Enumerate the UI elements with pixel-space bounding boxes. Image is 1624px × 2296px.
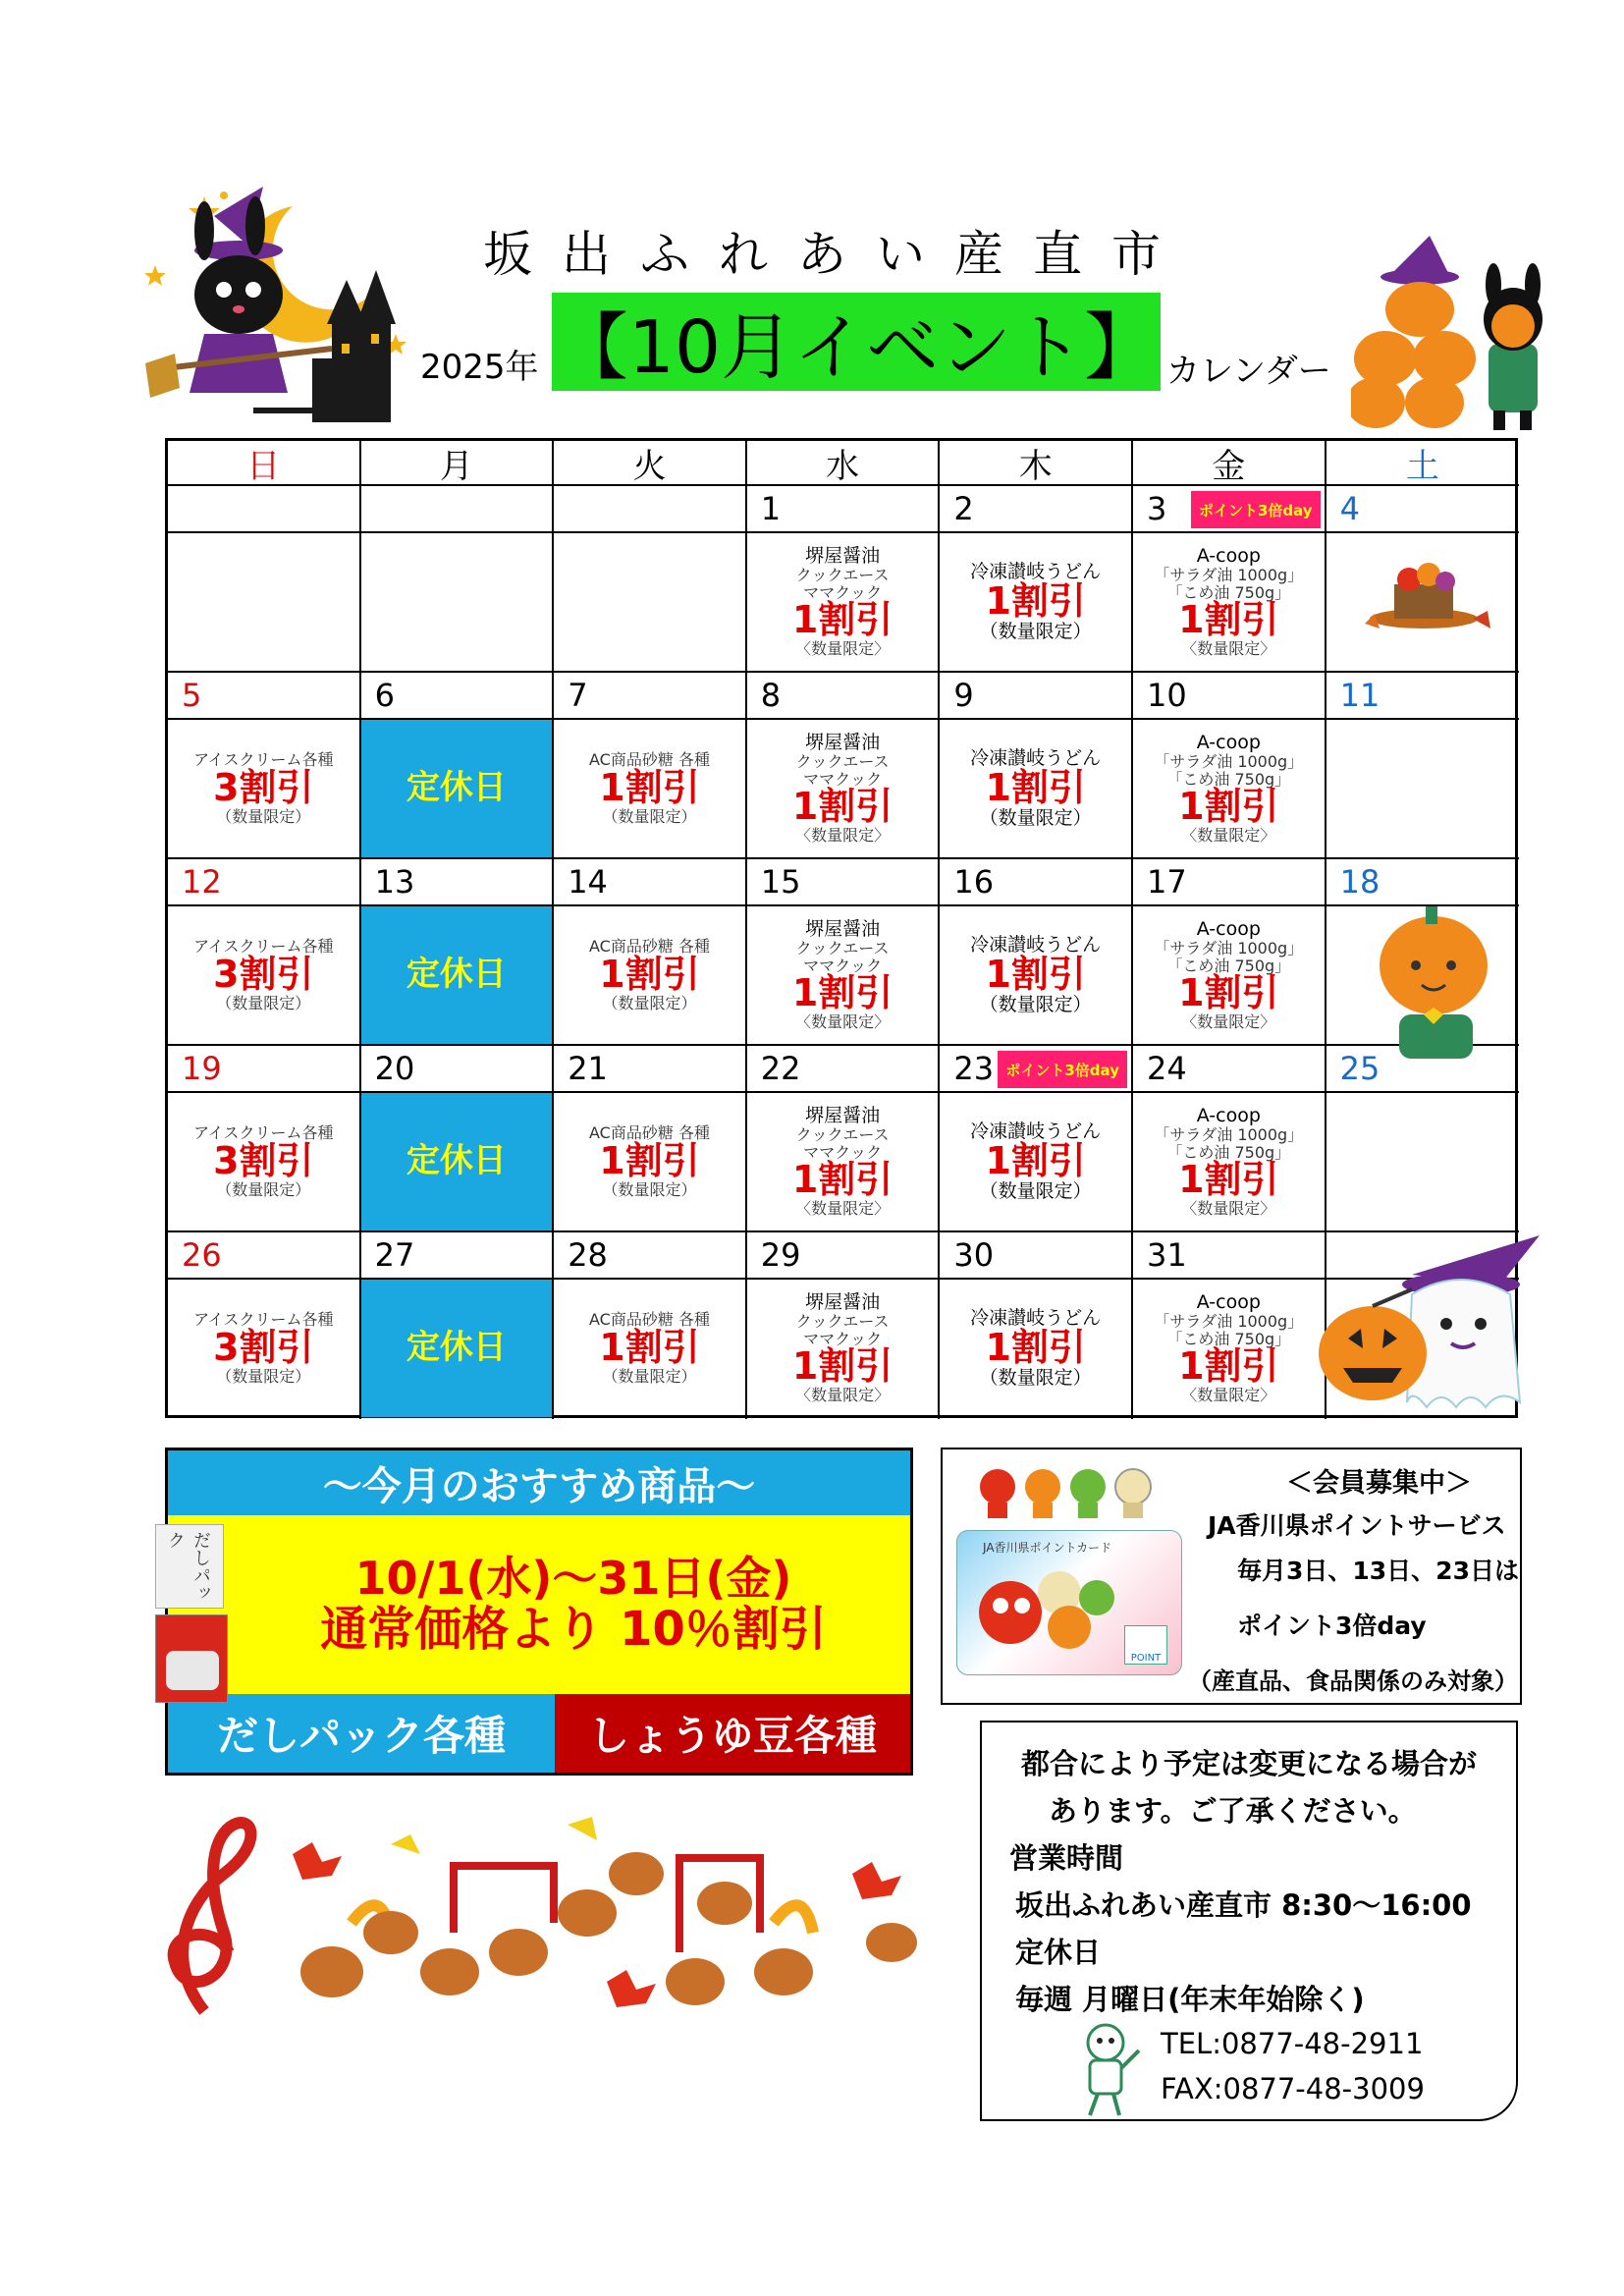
day-number: 20 bbox=[361, 1046, 553, 1093]
event-discount: 1割引 bbox=[791, 785, 893, 829]
closed-label: 定休日 bbox=[406, 1328, 507, 1368]
pumpkin-kid-illustration bbox=[1365, 902, 1512, 1068]
closed-label: 定休日 bbox=[406, 768, 507, 808]
day-event bbox=[1133, 1280, 1325, 1417]
recommend-item-shoyumame: しょうゆ豆各種 bbox=[555, 1694, 910, 1773]
day-number bbox=[168, 486, 359, 533]
event-product: 堺屋醤油 bbox=[805, 732, 881, 754]
event-discount: 1割引 bbox=[599, 1139, 700, 1183]
event-discount: 1割引 bbox=[1178, 1344, 1279, 1389]
day-cell-tue bbox=[554, 486, 747, 673]
recommend-offer-panel bbox=[168, 1515, 910, 1694]
event-title-text: 【10月イベント】 bbox=[555, 305, 1158, 390]
point-card-label: JA香川県ポイントカード bbox=[983, 1541, 1112, 1555]
event-discount: 1割引 bbox=[985, 579, 1086, 624]
member-title: ＜会員募集中＞ bbox=[1286, 1468, 1472, 1499]
event-product-sub: クックエース bbox=[795, 566, 890, 585]
event-product: アイスクリーム各種 bbox=[193, 1310, 334, 1330]
day-number bbox=[554, 486, 745, 533]
event-discount: 3割引 bbox=[213, 766, 314, 810]
event-product-sub: ママクック bbox=[803, 582, 883, 602]
event-product: 堺屋醤油 bbox=[805, 1105, 881, 1127]
event-discount: 1割引 bbox=[599, 1326, 700, 1370]
event-discount: 1割引 bbox=[985, 1326, 1086, 1370]
day-number: 29 bbox=[747, 1232, 939, 1280]
day-cell-fri bbox=[1133, 673, 1326, 859]
event-product-sub: 「サラダ油 1000g」 bbox=[1154, 752, 1304, 772]
recommend-item-dashi: だしパック各種 bbox=[168, 1694, 555, 1773]
weekday-mon: 月 bbox=[361, 441, 555, 486]
day-event bbox=[747, 1280, 939, 1417]
event-limit: 〈数量限定〉 bbox=[795, 826, 891, 846]
event-discount: 1割引 bbox=[791, 1158, 893, 1202]
fax-number: FAX:0877-48-3009 bbox=[1161, 2072, 1425, 2105]
day-event bbox=[168, 906, 359, 1044]
closed-label: 定休日 bbox=[406, 1141, 507, 1181]
weekday-fri: 金 bbox=[1133, 441, 1326, 486]
day-cell-thu bbox=[940, 859, 1133, 1046]
day-event bbox=[747, 1093, 939, 1230]
event-discount: 1割引 bbox=[599, 953, 700, 997]
notice-line-1: 都合により予定は変更になる場合が bbox=[1021, 1747, 1478, 1780]
day-number: 19 bbox=[168, 1046, 359, 1093]
closed-label: 定休日 bbox=[1015, 1936, 1102, 1969]
day-event bbox=[747, 906, 939, 1044]
event-limit: （数量限定） bbox=[602, 1179, 697, 1199]
event-discount: 3割引 bbox=[213, 1139, 314, 1183]
day-cell-sun bbox=[168, 673, 361, 859]
day-cell-wed bbox=[747, 486, 941, 673]
ja-mascots-illustration bbox=[976, 1457, 1172, 1522]
day-event bbox=[168, 720, 359, 857]
weekday-thu: 木 bbox=[940, 441, 1133, 486]
day-cell-sun bbox=[168, 486, 361, 673]
day-number: 22 bbox=[747, 1046, 939, 1093]
day-event bbox=[747, 720, 939, 857]
event-product-sub: クックエース bbox=[795, 752, 890, 772]
event-product-sub: ママクック bbox=[803, 1142, 883, 1162]
event-limit: 〈数量限定〉 bbox=[795, 1012, 891, 1032]
day-number: 26 bbox=[168, 1232, 359, 1280]
event-discount: 1割引 bbox=[1178, 1158, 1279, 1202]
day-cell-mon bbox=[361, 1232, 555, 1419]
store-name: 坂出ふれあい産直市 bbox=[483, 226, 1190, 283]
day-cell-fri bbox=[1133, 1046, 1326, 1232]
day-number: 27 bbox=[361, 1232, 553, 1280]
event-limit: （数量限定） bbox=[216, 1179, 311, 1199]
day-event bbox=[747, 533, 939, 671]
event-product-sub: 「サラダ油 1000g」 bbox=[1154, 1125, 1304, 1145]
shoyumame-package-image bbox=[155, 1614, 228, 1703]
day-cell-tue bbox=[554, 859, 747, 1046]
event-product-sub: 「こめ油 750g」 bbox=[1166, 769, 1291, 789]
event-product-sub: 「サラダ油 1000g」 bbox=[1154, 566, 1304, 585]
day-cell-wed bbox=[747, 1046, 941, 1232]
member-triple: ポイント3倍day bbox=[1237, 1612, 1427, 1640]
day-number: 6 bbox=[361, 673, 553, 720]
day-event bbox=[168, 1093, 359, 1230]
calendar-week bbox=[168, 486, 1515, 673]
event-product: アイスクリーム各種 bbox=[193, 1123, 334, 1143]
event-product-sub: クックエース bbox=[795, 1125, 890, 1145]
event-product: A-coop bbox=[1196, 732, 1261, 754]
day-number: 15 bbox=[747, 859, 939, 906]
day-event bbox=[1326, 1093, 1520, 1230]
event-discount: 1割引 bbox=[791, 971, 893, 1015]
event-product-sub: クックエース bbox=[795, 939, 890, 958]
day-event bbox=[940, 533, 1131, 671]
member-recruit-box bbox=[941, 1448, 1522, 1705]
event-product: AC商品砂糖 各種 bbox=[589, 937, 710, 957]
event-limit: （数量限定） bbox=[979, 1179, 1092, 1202]
pumpkins-illustration bbox=[1351, 236, 1557, 432]
point-card-logo: POINT bbox=[1124, 1625, 1167, 1665]
closed-day-cell bbox=[361, 906, 553, 1044]
event-product: 冷凍讃岐うどん bbox=[970, 1121, 1102, 1143]
closed-day-cell bbox=[361, 1280, 553, 1417]
autumn-music-illustration bbox=[145, 1815, 941, 2031]
day-number: 18 bbox=[1326, 859, 1520, 906]
day-cell-mon bbox=[361, 673, 555, 859]
day-cell-thu bbox=[940, 1046, 1133, 1232]
day-event bbox=[1133, 720, 1325, 857]
business-hours: 坂出ふれあい産直市 8:30～16:00 bbox=[1015, 1888, 1472, 1922]
event-product-sub: 「サラダ油 1000g」 bbox=[1154, 1312, 1304, 1332]
point-triple-badge: ポイント3倍day bbox=[998, 1051, 1127, 1088]
day-event bbox=[940, 720, 1131, 857]
event-product: A-coop bbox=[1196, 918, 1261, 941]
card-mascots-icon bbox=[971, 1558, 1118, 1657]
weekday-wed: 水 bbox=[747, 441, 941, 486]
day-number: 10 bbox=[1133, 673, 1325, 720]
day-number: 23 bbox=[940, 1046, 1131, 1093]
event-product-sub: クックエース bbox=[795, 1312, 890, 1332]
dashi-package-label: だしパック bbox=[165, 1531, 211, 1602]
point-triple-badge: ポイント3倍day bbox=[1191, 491, 1321, 528]
event-limit: （数量限定） bbox=[979, 993, 1092, 1015]
event-limit: （数量限定） bbox=[216, 993, 311, 1012]
event-discount: 1割引 bbox=[791, 1344, 893, 1389]
day-cell-sun bbox=[168, 1232, 361, 1419]
day-number: 31 bbox=[1133, 1232, 1325, 1280]
day-number: 4 bbox=[1326, 486, 1520, 533]
day-cell-sun bbox=[168, 859, 361, 1046]
day-number: 14 bbox=[554, 859, 745, 906]
day-event bbox=[168, 1280, 359, 1417]
event-product: AC商品砂糖 各種 bbox=[589, 750, 710, 770]
event-limit: （数量限定） bbox=[979, 1366, 1092, 1389]
recommend-period: 10/1(水)～31日(金) bbox=[354, 1552, 792, 1606]
day-event bbox=[168, 533, 359, 671]
event-limit: （数量限定） bbox=[602, 1366, 697, 1386]
closed-day-cell bbox=[361, 1093, 553, 1230]
event-product-sub: ママクック bbox=[803, 956, 883, 975]
event-product-sub: 「こめ油 750g」 bbox=[1166, 1142, 1291, 1162]
event-discount: 1割引 bbox=[1178, 598, 1279, 642]
day-number: 2 bbox=[940, 486, 1131, 533]
event-limit: 〈数量限定〉 bbox=[795, 1199, 891, 1219]
event-discount: 1割引 bbox=[985, 1139, 1086, 1183]
calendar-label: カレンダー bbox=[1166, 352, 1331, 391]
event-product: 堺屋醤油 bbox=[805, 545, 881, 568]
event-product-sub: 「こめ油 750g」 bbox=[1166, 1329, 1291, 1348]
day-cell-thu bbox=[940, 486, 1133, 673]
day-cell-wed bbox=[747, 673, 941, 859]
event-limit: 〈数量限定〉 bbox=[1181, 1199, 1276, 1219]
day-cell-thu bbox=[940, 673, 1133, 859]
day-event bbox=[554, 720, 745, 857]
day-number: 9 bbox=[940, 673, 1131, 720]
event-limit: （数量限定） bbox=[216, 806, 311, 826]
event-limit: 〈数量限定〉 bbox=[1181, 826, 1276, 846]
event-discount: 1割引 bbox=[599, 766, 700, 810]
calendar-week bbox=[168, 673, 1515, 859]
event-product: A-coop bbox=[1196, 1291, 1261, 1314]
recommend-offer: 通常価格より 10％割引 bbox=[320, 1601, 827, 1657]
day-cell-tue bbox=[554, 1232, 747, 1419]
day-number bbox=[361, 486, 553, 533]
day-number: 11 bbox=[1326, 673, 1520, 720]
event-product: アイスクリーム各種 bbox=[193, 750, 334, 770]
event-limit: 〈数量限定〉 bbox=[795, 639, 891, 659]
recommend-title: ～今月のおすすめ商品～ bbox=[168, 1450, 910, 1515]
day-number: 12 bbox=[168, 859, 359, 906]
day-cell-sat bbox=[1326, 1046, 1520, 1232]
closed-day: 毎週 月曜日(年末年始除く) bbox=[1015, 1983, 1365, 2016]
witch-rabbit-illustration bbox=[145, 187, 430, 432]
day-cell-mon bbox=[361, 1046, 555, 1232]
autumn-basket-illustration bbox=[1355, 550, 1502, 638]
closed-label: 定休日 bbox=[406, 955, 507, 995]
day-cell-fri bbox=[1133, 486, 1326, 673]
day-cell-fri bbox=[1133, 1232, 1326, 1419]
event-limit: （数量限定） bbox=[602, 993, 697, 1012]
event-discount: 3割引 bbox=[213, 953, 314, 997]
event-limit: （数量限定） bbox=[979, 806, 1092, 829]
store-info-box bbox=[980, 1721, 1518, 2121]
day-event bbox=[1133, 906, 1325, 1044]
day-event bbox=[940, 1093, 1131, 1230]
event-product-sub: ママクック bbox=[803, 1329, 883, 1348]
event-product-sub: 「サラダ油 1000g」 bbox=[1154, 939, 1304, 958]
day-number: 1 bbox=[747, 486, 939, 533]
member-note: （産直品、食品関係のみ対象） bbox=[1188, 1667, 1518, 1695]
event-product: AC商品砂糖 各種 bbox=[589, 1310, 710, 1330]
event-product: 冷凍讃岐うどん bbox=[970, 747, 1102, 770]
event-product: AC商品砂糖 各種 bbox=[589, 1123, 710, 1143]
day-number: 28 bbox=[554, 1232, 745, 1280]
event-discount: 1割引 bbox=[1178, 785, 1279, 829]
point-card-image bbox=[956, 1530, 1182, 1675]
day-number: 30 bbox=[940, 1232, 1131, 1280]
event-product: 堺屋醤油 bbox=[805, 1291, 881, 1314]
day-number: 7 bbox=[554, 673, 745, 720]
day-cell-thu bbox=[940, 1232, 1133, 1419]
day-cell-tue bbox=[554, 673, 747, 859]
day-number: 3 bbox=[1133, 486, 1325, 533]
event-product: A-coop bbox=[1196, 545, 1261, 568]
bean-window bbox=[166, 1651, 219, 1690]
event-product-sub: ママクック bbox=[803, 769, 883, 789]
event-product: 堺屋醤油 bbox=[805, 918, 881, 941]
day-event bbox=[1133, 533, 1325, 671]
event-limit: （数量限定） bbox=[602, 806, 697, 826]
day-number: 5 bbox=[168, 673, 359, 720]
day-event bbox=[1133, 1093, 1325, 1230]
event-product: アイスクリーム各種 bbox=[193, 937, 334, 957]
day-event bbox=[554, 533, 745, 671]
day-number: 24 bbox=[1133, 1046, 1325, 1093]
event-limit: 〈数量限定〉 bbox=[1181, 1386, 1276, 1405]
day-event bbox=[554, 1280, 745, 1417]
day-event bbox=[361, 533, 553, 671]
event-limit: 〈数量限定〉 bbox=[1181, 1012, 1276, 1032]
event-limit: （数量限定） bbox=[216, 1366, 311, 1386]
notice-line-2: あります。ご了承ください。 bbox=[1049, 1794, 1417, 1828]
day-event bbox=[554, 1093, 745, 1230]
event-product-sub: 「こめ油 750g」 bbox=[1166, 956, 1291, 975]
closed-day-cell bbox=[361, 720, 553, 857]
day-number: 16 bbox=[940, 859, 1131, 906]
member-service: JA香川県ポイントサービス bbox=[1208, 1511, 1506, 1540]
event-product: 冷凍讃岐うどん bbox=[970, 934, 1102, 957]
day-cell-tue bbox=[554, 1046, 747, 1232]
event-limit: 〈数量限定〉 bbox=[795, 1386, 891, 1405]
event-product: 冷凍讃岐うどん bbox=[970, 561, 1102, 583]
tel-number: TEL:0877-48-2911 bbox=[1161, 2027, 1424, 2060]
day-number: 21 bbox=[554, 1046, 745, 1093]
event-discount: 1割引 bbox=[985, 953, 1086, 997]
event-discount: 1割引 bbox=[791, 598, 893, 642]
ghost-pumpkin-illustration bbox=[1314, 1226, 1559, 1422]
day-number: 25 bbox=[1326, 1046, 1520, 1093]
day-number: 13 bbox=[361, 859, 553, 906]
event-product-sub: 「こめ油 750g」 bbox=[1166, 582, 1291, 602]
day-number: 17 bbox=[1133, 859, 1325, 906]
day-event bbox=[940, 1280, 1131, 1417]
day-event bbox=[940, 906, 1131, 1044]
day-cell-wed bbox=[747, 1232, 941, 1419]
calendar-week bbox=[168, 859, 1515, 1046]
member-days: 毎月3日、13日、23日は bbox=[1237, 1557, 1519, 1585]
mascot-illustration bbox=[1068, 2019, 1147, 2117]
day-event bbox=[554, 906, 745, 1044]
day-number: 8 bbox=[747, 673, 939, 720]
day-cell-fri bbox=[1133, 859, 1326, 1046]
event-product: 冷凍讃岐うどん bbox=[970, 1307, 1102, 1330]
day-cell-sat bbox=[1326, 673, 1520, 859]
recommend-box bbox=[165, 1448, 913, 1776]
day-event bbox=[1326, 720, 1520, 857]
event-limit: 〈数量限定〉 bbox=[1181, 639, 1276, 659]
event-discount: 1割引 bbox=[985, 766, 1086, 810]
event-title bbox=[552, 293, 1161, 391]
dashi-package-image bbox=[155, 1524, 224, 1609]
day-cell-sun bbox=[168, 1046, 361, 1232]
day-cell-mon bbox=[361, 859, 555, 1046]
day-cell-wed bbox=[747, 859, 941, 1046]
weekday-sat: 土 bbox=[1326, 441, 1520, 486]
event-product: A-coop bbox=[1196, 1105, 1261, 1127]
calendar-week bbox=[168, 1046, 1515, 1232]
event-discount: 1割引 bbox=[1178, 971, 1279, 1015]
weekday-header bbox=[168, 441, 1515, 486]
event-limit: （数量限定） bbox=[979, 620, 1092, 642]
year-label: 2025年 bbox=[420, 348, 539, 387]
weekday-tue: 火 bbox=[554, 441, 747, 486]
weekday-sun: 日 bbox=[168, 441, 361, 486]
hours-label: 営業時間 bbox=[1009, 1841, 1124, 1875]
event-discount: 3割引 bbox=[213, 1326, 314, 1370]
day-cell-mon bbox=[361, 486, 555, 673]
